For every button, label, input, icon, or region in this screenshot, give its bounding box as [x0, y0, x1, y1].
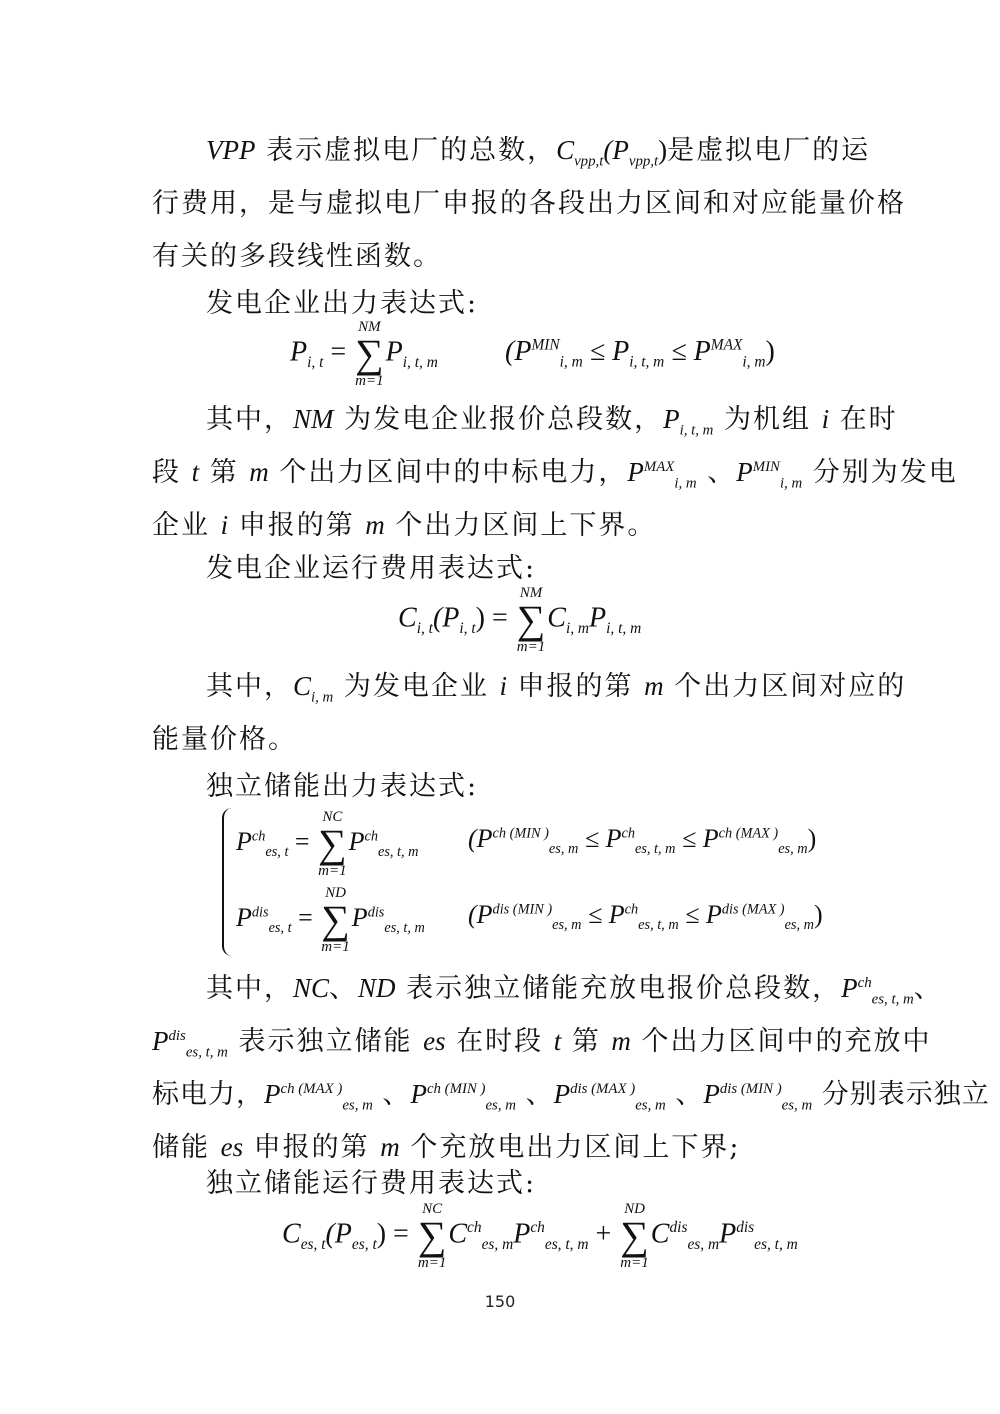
- math-sup: ch: [857, 975, 872, 991]
- summation: [620, 1200, 649, 1272]
- math-var: ≤ P: [578, 824, 622, 853]
- equation-constraint: [505, 336, 775, 371]
- math-var: (P: [325, 1218, 352, 1250]
- text-run: 、: [913, 973, 943, 1004]
- math-var: C: [293, 671, 312, 701]
- math-var: P: [236, 826, 252, 856]
- paragraph-generation-definitions: [152, 393, 958, 552]
- math-sup: ch: [467, 1219, 482, 1237]
- math-sub: vpp,t: [628, 153, 659, 170]
- math-sub: es, t: [351, 1236, 377, 1254]
- para-line: [152, 446, 958, 499]
- math-var: ND: [358, 973, 396, 1003]
- math-var: P: [385, 336, 403, 368]
- math-var: P: [513, 1218, 531, 1250]
- sum-lower: m=1: [417, 1255, 447, 1271]
- math-sup: ch (MIN ): [492, 825, 549, 842]
- summation: [318, 808, 347, 880]
- math-sup: dis: [669, 1219, 688, 1237]
- math-var: P: [736, 457, 753, 487]
- math-sub: es, t, m: [185, 1044, 228, 1061]
- math-var: m: [611, 1026, 631, 1056]
- math-sup: MIN: [531, 336, 560, 354]
- math-sub: vpp,t: [574, 153, 604, 170]
- math-sub: es, t, m: [634, 841, 676, 858]
- para-line: [152, 1068, 990, 1121]
- math-sup: ch (MAX ): [718, 825, 779, 842]
- text-run: 是虚拟电厂的运: [667, 135, 871, 166]
- sum-lower: m=1: [620, 1255, 649, 1271]
- text-run: 其中，: [206, 404, 293, 435]
- math-var: VPP: [206, 135, 256, 165]
- text-run: 表示独立储能充放电报价总段数，: [395, 973, 842, 1004]
- text-run: 、: [515, 1079, 554, 1110]
- text-run: 表示虚拟电厂的总数，: [255, 135, 557, 166]
- math-var: i: [821, 404, 830, 434]
- math-var: P: [348, 826, 365, 856]
- heading-text: 发电企业出力表达式:: [206, 288, 479, 319]
- sum-upper: NM: [519, 585, 543, 601]
- math-var: t: [553, 1026, 562, 1056]
- math-var: C: [556, 135, 575, 165]
- math-sup: ch: [621, 825, 635, 842]
- text-run: 第: [561, 1026, 612, 1057]
- sum-lower: m=1: [321, 939, 350, 955]
- math-var: P: [410, 1079, 427, 1109]
- math-var: P: [290, 336, 308, 368]
- math-paren: ): [658, 135, 668, 165]
- math-op: =: [288, 826, 317, 856]
- text-run: 申报的第: [506, 671, 645, 702]
- math-var: P: [663, 404, 680, 434]
- math-var: C: [282, 1218, 301, 1250]
- sum-upper: ND: [624, 1201, 645, 1217]
- math-var: i: [499, 671, 507, 701]
- math-sup: dis: [168, 1028, 186, 1044]
- summation: [321, 884, 350, 956]
- math-sub: i, t: [307, 354, 324, 372]
- math-sup: MAX: [710, 336, 743, 354]
- math-sub: i, t, m: [679, 422, 714, 439]
- math-var: (P: [603, 135, 629, 165]
- text-run: 、: [372, 1079, 411, 1110]
- math-sup: MAX: [643, 459, 675, 475]
- math-var: P: [553, 1079, 571, 1109]
- math-sup: dis: [367, 904, 385, 921]
- equation-storage-discharge-constraint: [468, 900, 823, 934]
- equation-storage-cost: [282, 1200, 798, 1272]
- math-var: i: [220, 510, 229, 540]
- math-sub: es, m: [778, 841, 808, 858]
- math-paren: ): [807, 824, 817, 853]
- text-run: 个出力区间中的充放中: [630, 1026, 932, 1057]
- math-var: ≤ P: [582, 336, 630, 367]
- para-line: 行费用，是与虚拟电厂申报的各段出力区间和对应能量价格: [152, 188, 906, 219]
- math-var: ≤ P: [581, 900, 625, 929]
- heading-text: 独立储能运行费用表达式:: [206, 1168, 537, 1199]
- summation: [355, 318, 384, 390]
- math-var: m: [249, 457, 269, 487]
- text-run: 分别表示独立: [812, 1079, 990, 1110]
- math-sub: es, m: [342, 1097, 373, 1114]
- text-run: 、: [696, 457, 737, 488]
- text-run: 、: [329, 973, 359, 1004]
- math-var: NC: [293, 973, 330, 1003]
- math-var: es: [220, 1132, 244, 1162]
- sum-lower: m=1: [318, 863, 347, 879]
- sum-upper: NM: [358, 319, 381, 335]
- math-sup: MIN: [752, 459, 780, 475]
- para-line: 能量价格。: [152, 724, 297, 755]
- math-var: P: [627, 457, 644, 487]
- text-run: 储能: [152, 1132, 221, 1163]
- equation-storage-charge-constraint: [468, 824, 817, 858]
- math-sup: dis: [251, 904, 269, 921]
- para-line: [152, 393, 898, 446]
- para-line: [152, 1015, 932, 1068]
- math-var: C: [547, 602, 566, 634]
- summation: [517, 584, 546, 656]
- math-sub: i, t, m: [402, 354, 438, 372]
- para-line: [152, 962, 943, 1015]
- text-run: 个出力区间对应的: [663, 671, 907, 702]
- math-var: (P: [432, 602, 460, 634]
- para-line: [152, 124, 871, 177]
- math-var: P: [351, 902, 368, 932]
- math-sub: es, m: [548, 841, 579, 858]
- summation: [418, 1200, 447, 1272]
- sigma-symbol: ∑: [516, 597, 546, 642]
- para-line: [152, 660, 907, 713]
- text-run: 标电力，: [152, 1079, 264, 1110]
- text-run: 、: [665, 1079, 704, 1110]
- equation-storage-discharge: [236, 884, 425, 956]
- text-run: 为机组: [713, 404, 822, 435]
- math-sub: i, m: [779, 475, 803, 492]
- math-sub: i, t: [459, 620, 476, 638]
- math-var: P: [152, 1026, 169, 1056]
- section-heading: [152, 760, 852, 813]
- math-var: C: [650, 1218, 670, 1250]
- math-op: =: [291, 902, 320, 932]
- math-sub: es, t, m: [544, 1236, 589, 1254]
- math-var: (P: [468, 900, 493, 929]
- math-sub: es, t, m: [754, 1236, 798, 1254]
- math-sub: es, m: [687, 1236, 720, 1254]
- paragraph-vpp: [152, 124, 906, 283]
- math-var: ≤ P: [664, 336, 711, 367]
- math-op: ) =: [475, 602, 515, 634]
- text-run: 申报的第: [243, 1132, 381, 1163]
- para-line: 有关的多段线性函数。: [152, 241, 442, 272]
- math-sub: es, m: [784, 917, 814, 934]
- math-var: ≤ P: [675, 824, 719, 853]
- math-var: m: [644, 671, 664, 701]
- heading-text: 发电企业运行费用表达式:: [206, 553, 537, 584]
- math-var: m: [365, 510, 385, 540]
- text-run: 个出力区间中的中标电力，: [268, 457, 628, 488]
- text-run: 在时: [829, 404, 898, 435]
- math-sub: i, m: [742, 353, 766, 371]
- text-run: 为发电企业: [333, 671, 500, 702]
- math-sub: es, t, m: [384, 920, 425, 937]
- sum-upper: NC: [422, 1201, 443, 1217]
- math-var: P: [719, 1218, 737, 1250]
- math-sup: ch: [251, 828, 266, 845]
- text-run: 为发电企业报价总段数，: [333, 404, 664, 435]
- math-var: NM: [293, 404, 334, 434]
- math-var: C: [398, 602, 417, 634]
- math-sup: ch: [530, 1219, 545, 1237]
- math-var: P: [589, 602, 607, 634]
- math-var: P: [236, 902, 252, 932]
- math-var: m: [380, 1132, 400, 1162]
- text-run: 个充放电出力区间上下界;: [399, 1132, 741, 1163]
- math-var: es: [423, 1026, 446, 1056]
- sigma-symbol: ∑: [321, 897, 350, 942]
- math-sub: i, m: [311, 689, 334, 706]
- math-var: ≤ P: [678, 900, 722, 929]
- text-run: 其中，: [206, 671, 293, 702]
- math-sub: es, t: [265, 844, 289, 861]
- math-sub: es, t, m: [638, 917, 679, 934]
- math-sub: es, m: [552, 917, 582, 934]
- math-sup: ch (MAX ): [280, 1081, 343, 1097]
- text-run: 表示独立储能: [227, 1026, 424, 1057]
- math-paren: ): [813, 900, 823, 929]
- math-sub: i, m: [559, 353, 583, 371]
- math-sub: i, t: [416, 620, 433, 638]
- sum-upper: NC: [322, 809, 343, 825]
- paragraph-energy-price: [152, 660, 907, 766]
- math-var: P: [841, 973, 858, 1003]
- math-var: C: [448, 1218, 468, 1250]
- page-number: 150: [484, 1292, 516, 1311]
- math-sub: es, m: [781, 1097, 813, 1114]
- math-sub: es, m: [485, 1097, 516, 1114]
- equation-generation-cost: [398, 584, 641, 656]
- heading-text: 独立储能出力表达式:: [206, 771, 479, 802]
- paragraph-storage-definitions: [152, 962, 990, 1174]
- sigma-symbol: ∑: [620, 1213, 649, 1258]
- math-sub: i, m: [674, 475, 697, 492]
- sum-lower: m=1: [516, 639, 546, 655]
- math-sub: es, t: [300, 1236, 326, 1254]
- math-sub: es, m: [635, 1097, 666, 1114]
- text-run: 第: [199, 457, 250, 488]
- math-sup: ch (MIN ): [426, 1081, 486, 1097]
- math-op: =: [323, 336, 354, 368]
- math-sub: es, t, m: [871, 991, 914, 1008]
- math-sub: i, t, m: [629, 353, 665, 371]
- equation-generation-output: [290, 318, 438, 390]
- math-sub: es, t: [268, 920, 292, 937]
- sigma-symbol: ∑: [318, 821, 347, 866]
- sigma-symbol: ∑: [417, 1213, 447, 1258]
- math-sup: dis (MAX ): [570, 1081, 636, 1097]
- text-run: 其中，: [206, 973, 293, 1004]
- math-var: (P: [505, 336, 532, 367]
- math-op: +: [588, 1218, 619, 1250]
- math-sub: es, m: [481, 1236, 514, 1254]
- math-sup: dis (MAX ): [721, 901, 785, 918]
- math-sup: dis: [736, 1219, 755, 1237]
- text-run: 分别为发电: [802, 457, 958, 488]
- text-run: 段: [152, 457, 192, 488]
- math-var: (P: [468, 824, 493, 853]
- math-var: P: [703, 1079, 720, 1109]
- math-sup: ch: [624, 901, 639, 918]
- math-var: P: [264, 1079, 281, 1109]
- math-op: ) =: [376, 1218, 416, 1250]
- math-sup: ch: [364, 828, 378, 845]
- math-paren: ): [765, 336, 775, 367]
- math-sup: dis (MIN ): [492, 901, 553, 918]
- text-run: 企业: [152, 510, 221, 541]
- math-sup: dis (MIN ): [719, 1081, 782, 1097]
- section-heading: [152, 277, 852, 330]
- text-run: 在时段: [445, 1026, 554, 1057]
- sum-upper: ND: [325, 885, 346, 901]
- math-sub: i, m: [565, 620, 590, 638]
- text-run: 个出力区间上下界。: [384, 510, 657, 541]
- math-var: t: [191, 457, 200, 487]
- sum-lower: m=1: [355, 373, 384, 389]
- equation-storage-charge: [236, 808, 419, 880]
- text-run: 申报的第: [228, 510, 366, 541]
- math-sub: es, t, m: [378, 844, 419, 861]
- sigma-symbol: ∑: [355, 331, 384, 376]
- math-sub: i, t, m: [606, 620, 642, 638]
